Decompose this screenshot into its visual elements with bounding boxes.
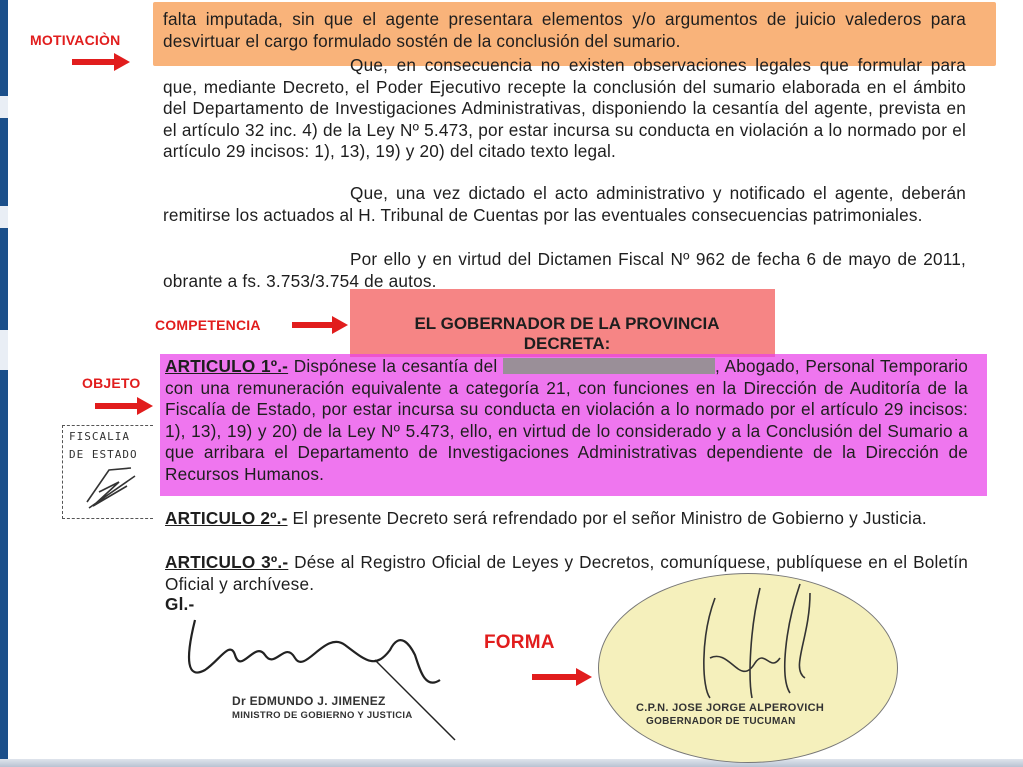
article-2 [165, 508, 968, 530]
article-1-text: , Abogado, Personal Temporario con una remuneración equivalente a categoría 21, con funciones en la Dirección de Auditoría de la Fiscalía de Estado, por estar incursa su conducta en violación a lo normado por el artículo 29 incisos: 1), 13), 19) y 20) de la Ley Nº 5.473, ello, en virtud de lo considerado y a la Conclusión del Sumario a que arribara el Departamento de Investigaciones Administrativas dependiente de la Dirección de Recursos Humanos. [165, 356, 968, 484]
governor-name: C.P.N. JOSE JORGE ALPEROVICH [636, 702, 825, 714]
objeto-label: OBJETO [82, 375, 141, 391]
minister-signature-icon [175, 600, 465, 750]
heading-line-1: EL GOBERNADOR DE LA PROVINCIA [414, 314, 720, 333]
paragraph-considerando-2: Que, una vez dictado el acto administrativo y notificado el agente, deberán remitirse los actuados al H. Tribunal de Cuentas por las eventuales consecuencias patrimoniales. [163, 183, 966, 225]
minister-name: Dr EDMUNDO J. JIMENEZ [232, 694, 386, 708]
article-1-lead: Dispónese la cesantía del [293, 356, 498, 376]
decree-heading [352, 314, 782, 354]
minister-title: MINISTRO DE GOBIERNO Y JUSTICIA [232, 710, 413, 721]
article-2-title: ARTICULO 2º.- [165, 508, 288, 528]
forma-label: FORMA [484, 632, 555, 653]
governor-title: GOBERNADOR DE TUCUMAN [646, 716, 796, 727]
initials: Gl.- [165, 594, 195, 614]
heading-line-2: DECRETA: [523, 334, 611, 353]
governor-signature-icon [660, 578, 860, 708]
article-2-text: El presente Decreto será refrendado por el señor Ministro de Gobierno y Justicia. [292, 508, 927, 528]
article-1-title: ARTICULO 1º.- [165, 356, 289, 376]
stamp-scribble-icon [79, 462, 139, 512]
fiscalia-stamp [62, 425, 153, 519]
paragraph-motivacion: falta imputada, sin que el agente presentara elementos y/o argumentos de juicio valederos para desvirtuar el cargo formulado sostén de la conclusión del sumario. [163, 9, 966, 51]
article-3-text: Dése al Registro Oficial de Leyes y Decretos, comuníquese, publíquese en el Boletín Oficial y archívese. [165, 552, 968, 594]
article-3-title: ARTICULO 3º.- [165, 552, 289, 572]
page-edge-notch [0, 206, 8, 228]
competencia-label: COMPETENCIA [155, 317, 261, 333]
page-edge-bar [0, 0, 8, 767]
page-edge-notch [0, 96, 8, 118]
paragraph-por-ello: Por ello y en virtud del Dictamen Fiscal Nº 962 de fecha 6 de mayo de 2011, obrante a fs. 3.753/3.754 de autos. [163, 249, 966, 291]
redacted-name [503, 358, 715, 374]
stamp-line-1: FISCALIA [69, 430, 130, 443]
objeto-arrow-icon [95, 394, 155, 418]
paragraph-considerando-1: Que, en consecuencia no existen observaciones legales que formular para que, mediante Decreto, el Poder Ejecutivo recepte la conclusión del sumario elaborada en el ámbito del Departamento de Investigaciones Administrativas, disponiendo la cesantía del agente, prevista en el artículo 32 inc. 4) de la Ley Nº 5.473, por estar incursa su conducta en violación a lo normado por el artículo 29 incisos: 1), 13), 19) y 20) del citado texto legal. [163, 55, 966, 161]
stamp-line-2: DE ESTADO [69, 448, 138, 461]
forma-arrow-icon [532, 665, 594, 689]
page-edge-notch [0, 330, 8, 370]
motivacion-arrow-icon [72, 50, 132, 74]
bottom-band [0, 759, 1023, 767]
article-1 [165, 356, 968, 485]
competencia-arrow-icon [292, 313, 350, 337]
motivacion-label: MOTIVACIÒN [30, 32, 121, 48]
